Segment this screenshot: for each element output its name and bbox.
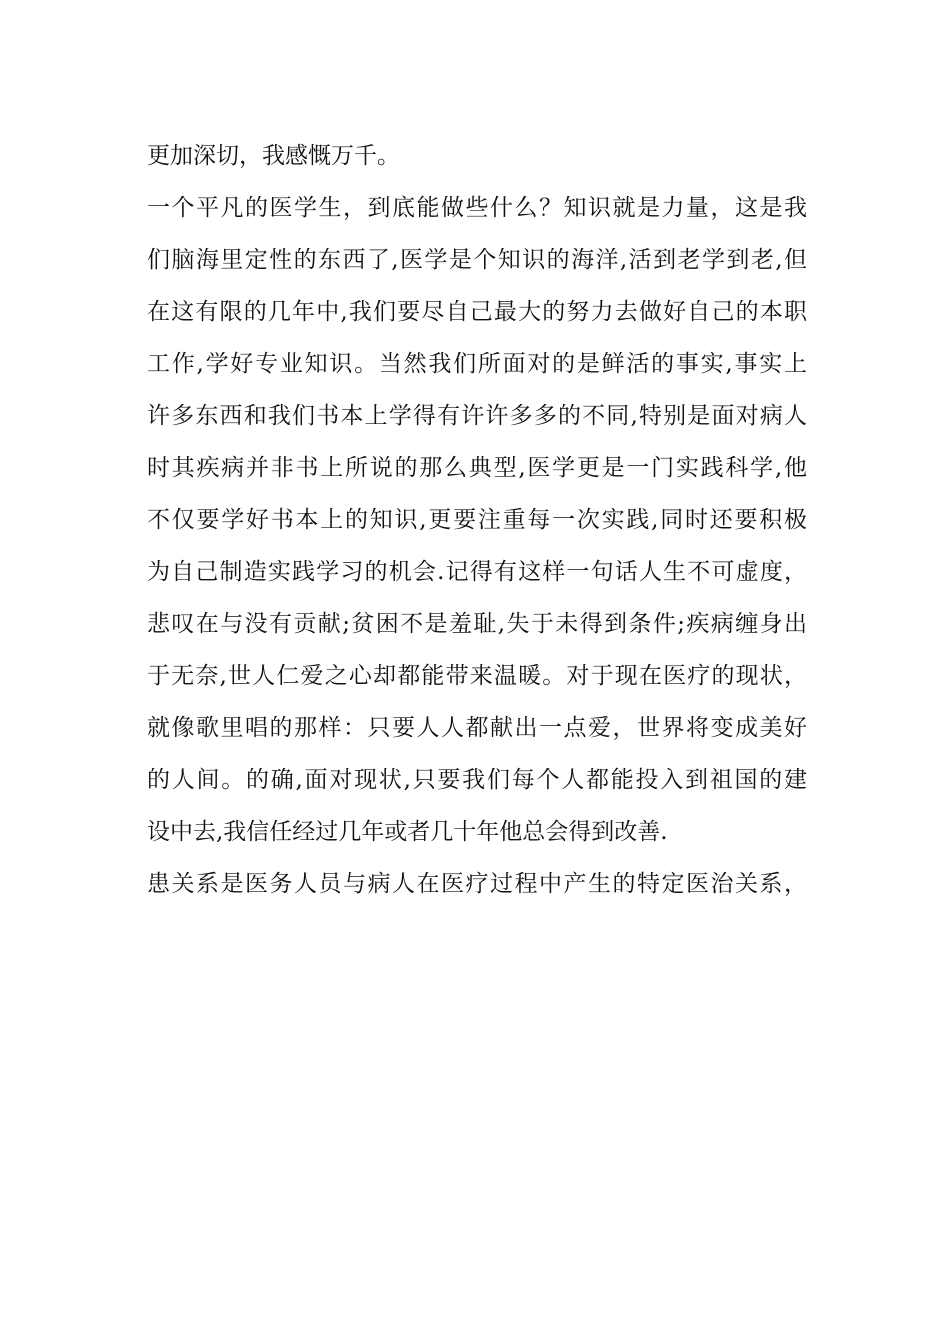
text-line-6: 许多东西和我们书本上学得有许许多多的不同,特别是面对病人 bbox=[147, 403, 807, 429]
text-line-9: 为自己制造实践学习的机会.记得有这样一句话人生不可虚度， bbox=[147, 559, 807, 585]
text-line-11: 于无奈,世人仁爱之心却都能带来温暖。对于现在医疗的现状， bbox=[147, 663, 807, 689]
text-line-2: 一个平凡的医学生，到底能做些什么？知识就是力量，这是我 bbox=[147, 195, 807, 221]
text-line-12: 就像歌里唱的那样：只要人人都献出一点爱，世界将变成美好 bbox=[147, 715, 807, 741]
text-line-7: 时其疾病并非书上所说的那么典型,医学更是一门实践科学,他 bbox=[147, 455, 807, 481]
text-line-10: 悲叹在与没有贡献;贫困不是羞耻,失于未得到条件;疾病缠身出 bbox=[147, 611, 807, 637]
text-line-13: 的人间。的确,面对现状,只要我们每个人都能投入到祖国的建 bbox=[147, 767, 807, 793]
body-text bbox=[147, 130, 807, 910]
text-line-15: 患关系是医务人员与病人在医疗过程中产生的特定医治关系， bbox=[147, 871, 807, 897]
text-line-4: 在这有限的几年中,我们要尽自己最大的努力去做好自己的本职 bbox=[147, 299, 807, 325]
text-line-14: 设中去,我信任经过几年或者几十年他总会得到改善. bbox=[147, 819, 668, 845]
text-line-5: 工作,学好专业知识。当然我们所面对的是鲜活的事实,事实上 bbox=[147, 351, 807, 377]
text-line-8: 不仅要学好书本上的知识,更要注重每一次实践,同时还要积极 bbox=[147, 507, 807, 533]
text-line-3: 们脑海里定性的东西了,医学是个知识的海洋,活到老学到老,但 bbox=[147, 247, 807, 273]
text-line-1: 更加深切，我感慨万千。 bbox=[147, 143, 400, 169]
